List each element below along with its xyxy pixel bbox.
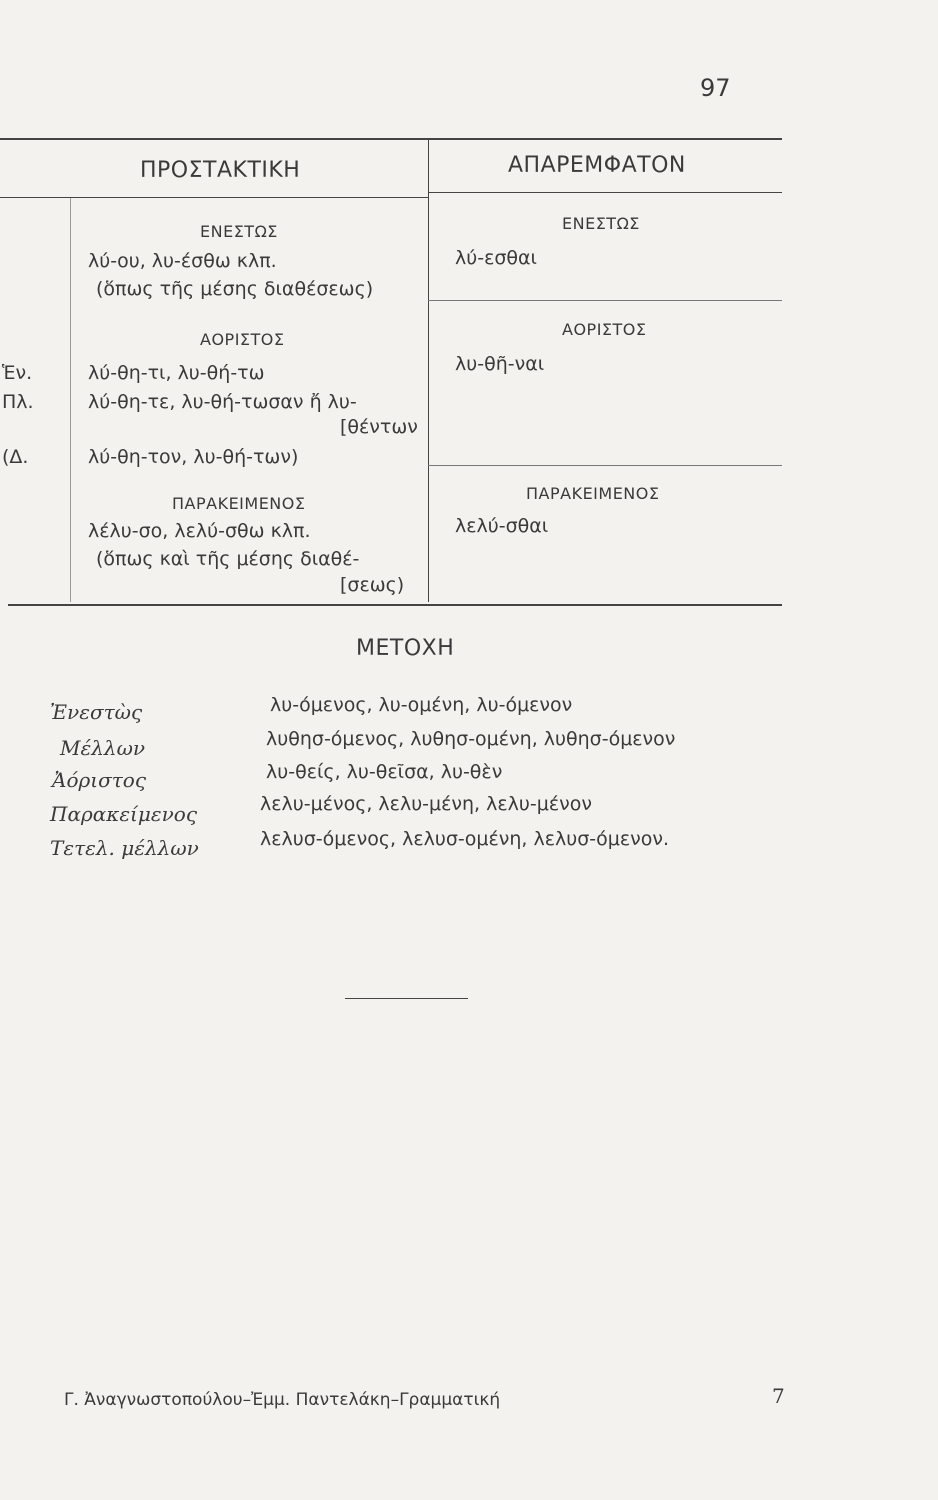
participle-tense-aorist: Ἀόριστος [52,768,147,792]
column-divider [428,140,429,602]
imperative-aorist-line-2: λύ-θη-τε, λυ-θή-τωσαν ἤ λυ- [88,391,357,413]
label-column-divider [70,198,71,602]
page-number: 97 [700,74,731,102]
imperative-aorist-line-3: [θέντων [340,416,418,438]
participle-forms-perfect: λελυ-μένος, λελυ-μένη, λελυ-μένον [260,793,592,815]
imperative-present-line-1: λύ-ου, λυ-έσθω κλπ. [88,250,277,272]
imperative-present-line-2: (ὅπως τῆς μέσης διαθέσεως) [96,278,374,300]
header-rule-left [0,197,428,198]
infinitive-aorist-label: ΑΟΡΙΣΤΟΣ [562,320,647,339]
participle-forms-future: λυθησ-όμενος, λυθησ-ομένη, λυθησ-όμενον [266,728,676,750]
infinitive-present-label: ΕΝΕΣΤΩΣ [562,214,640,233]
footer-credit: Γ. Ἀναγνωστοπούλου–Ἐμμ. Παντελάκη–Γραμματική [64,1390,501,1410]
imperative-header: ΠΡΟΣΤΑΚΤΙΚΗ [140,158,301,183]
imperative-perfect-label: ΠΑΡΑΚΕΙΜΕΝΟΣ [172,494,306,513]
participle-header: ΜΕΤΟΧΗ [356,636,455,661]
row-rule-right-1 [428,300,782,301]
header-rule-right [428,192,782,193]
infinitive-present-form: λύ-εσθαι [455,247,537,269]
number-label-singular: Ἑν. [2,362,33,384]
imperative-perfect-line-2: (ὅπως καὶ τῆς μέσης διαθέ- [96,548,360,570]
participle-tense-perfect: Παρακείμενος [50,802,198,826]
participle-forms-future-perfect: λελυσ-όμενος, λελυσ-ομένη, λελυσ-όμενον. [260,828,669,850]
imperative-present-label: ΕΝΕΣΤΩΣ [200,222,278,241]
infinitive-perfect-label: ΠΑΡΑΚΕΙΜΕΝΟΣ [526,484,660,503]
table-top-rule [0,138,782,140]
participle-tense-future-perfect: Τετελ. μέλλων [50,836,199,860]
imperative-perfect-line-1: λέλυ-σο, λελύ-σθω κλπ. [88,520,311,542]
imperative-aorist-line-4: λύ-θη-τον, λυ-θή-των) [88,446,299,468]
participle-tense-future: Μέλλων [60,736,146,760]
imperative-aorist-line-1: λύ-θη-τι, λυ-θή-τω [88,362,265,384]
row-rule-right-2 [428,465,782,466]
infinitive-aorist-form: λυ-θῆ-ναι [455,353,545,375]
footer-signature-mark: 7 [772,1384,785,1408]
participle-forms-present: λυ-όμενος, λυ-ομένη, λυ-όμενον [270,694,573,716]
imperative-perfect-line-3: [σεως) [340,574,405,596]
section-separator [345,998,468,999]
infinitive-perfect-form: λελύ-σθαι [455,515,549,537]
number-label-dual: (Δ. [2,446,29,468]
participle-tense-present: Ἐνεστὼς [50,700,143,724]
number-label-plural: Πλ. [2,391,34,413]
imperative-aorist-label: ΑΟΡΙΣΤΟΣ [200,330,285,349]
table-bottom-rule [8,604,782,606]
participle-forms-aorist: λυ-θείς, λυ-θεῖσα, λυ-θὲν [266,761,503,783]
infinitive-header: ΑΠΑΡΕΜΦΑΤΟΝ [508,153,686,178]
